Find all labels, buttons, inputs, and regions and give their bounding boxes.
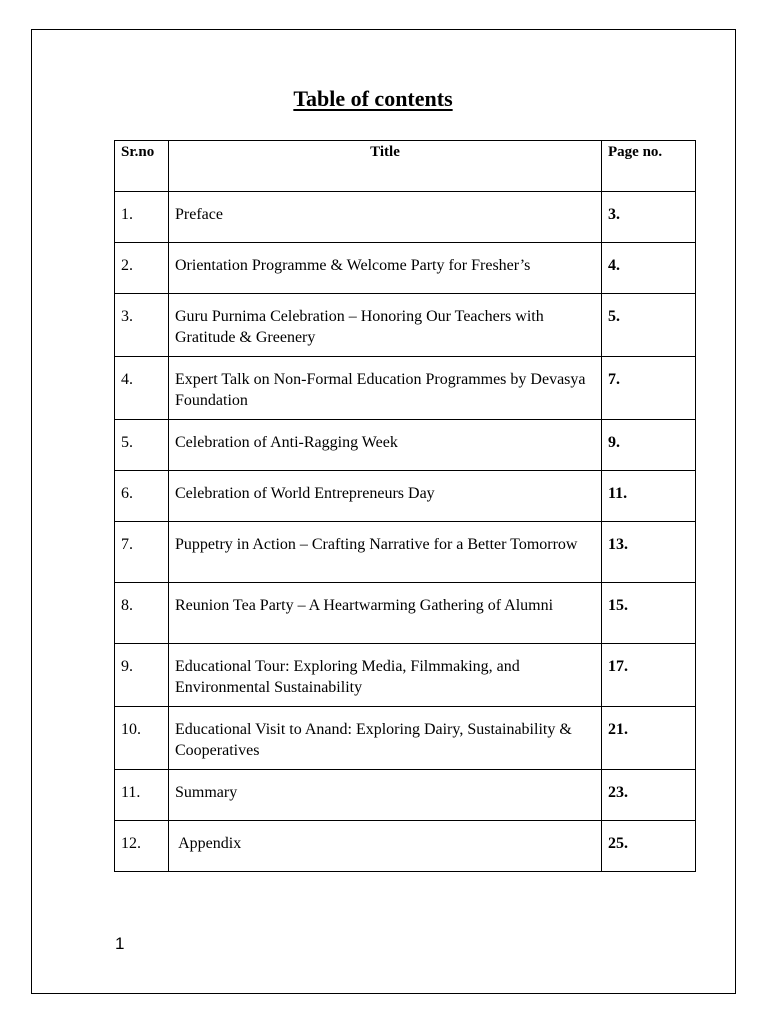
row-page-no: 9. <box>602 420 696 471</box>
table-row <box>115 471 696 522</box>
row-page-no: 4. <box>602 243 696 294</box>
row-page-no: 15. <box>602 583 696 644</box>
table-header-row <box>115 141 696 192</box>
row-page-no: 25. <box>602 821 696 872</box>
page-title: Table of contents <box>293 86 453 111</box>
row-title: Summary <box>169 770 602 821</box>
table-row <box>115 770 696 821</box>
row-sr-no: 4. <box>115 357 169 420</box>
row-sr-no: 8. <box>115 583 169 644</box>
row-sr-no: 6. <box>115 471 169 522</box>
table-row <box>115 420 696 471</box>
row-sr-no: 9. <box>115 644 169 707</box>
row-sr-no: 12. <box>115 821 169 872</box>
page-number: 1 <box>115 934 125 953</box>
row-page-no: 17. <box>602 644 696 707</box>
row-title: Reunion Tea Party – A Heartwarming Gathering of Alumni <box>169 583 602 644</box>
row-sr-no: 1. <box>115 192 169 243</box>
table-row <box>115 243 696 294</box>
table-row <box>115 707 696 770</box>
row-title: Expert Talk on Non-Formal Education Programmes by Devasya Foundation <box>169 357 602 420</box>
row-title: Orientation Programme & Welcome Party for Fresher’s <box>169 243 602 294</box>
row-sr-no: 7. <box>115 522 169 583</box>
row-sr-no: 11. <box>115 770 169 821</box>
table-row <box>115 294 696 357</box>
table-row <box>115 583 696 644</box>
row-title: Educational Tour: Exploring Media, Filmmaking, and Environmental Sustainability <box>169 644 602 707</box>
row-title: Appendix <box>169 821 602 872</box>
row-page-no: 11. <box>602 471 696 522</box>
row-page-no: 7. <box>602 357 696 420</box>
table-row <box>115 821 696 872</box>
row-title: Celebration of World Entrepreneurs Day <box>169 471 602 522</box>
row-title: Preface <box>169 192 602 243</box>
table-row <box>115 192 696 243</box>
row-page-no: 3. <box>602 192 696 243</box>
row-title: Puppetry in Action – Crafting Narrative for a Better Tomorrow <box>169 522 602 583</box>
table-of-contents <box>114 140 696 872</box>
table-row <box>115 357 696 420</box>
row-title: Guru Purnima Celebration – Honoring Our Teachers with Gratitude & Greenery <box>169 294 602 357</box>
row-title: Educational Visit to Anand: Exploring Dairy, Sustainability & Cooperatives <box>169 707 602 770</box>
row-page-no: 21. <box>602 707 696 770</box>
row-title: Celebration of Anti-Ragging Week <box>169 420 602 471</box>
column-header-page-no: Page no. <box>602 141 696 192</box>
table-row <box>115 522 696 583</box>
row-sr-no: 2. <box>115 243 169 294</box>
row-sr-no: 10. <box>115 707 169 770</box>
column-header-title: Title <box>169 141 602 192</box>
row-page-no: 23. <box>602 770 696 821</box>
row-page-no: 5. <box>602 294 696 357</box>
row-sr-no: 3. <box>115 294 169 357</box>
table-row <box>115 644 696 707</box>
row-sr-no: 5. <box>115 420 169 471</box>
column-header-sr-no: Sr.no <box>115 141 169 192</box>
row-page-no: 13. <box>602 522 696 583</box>
